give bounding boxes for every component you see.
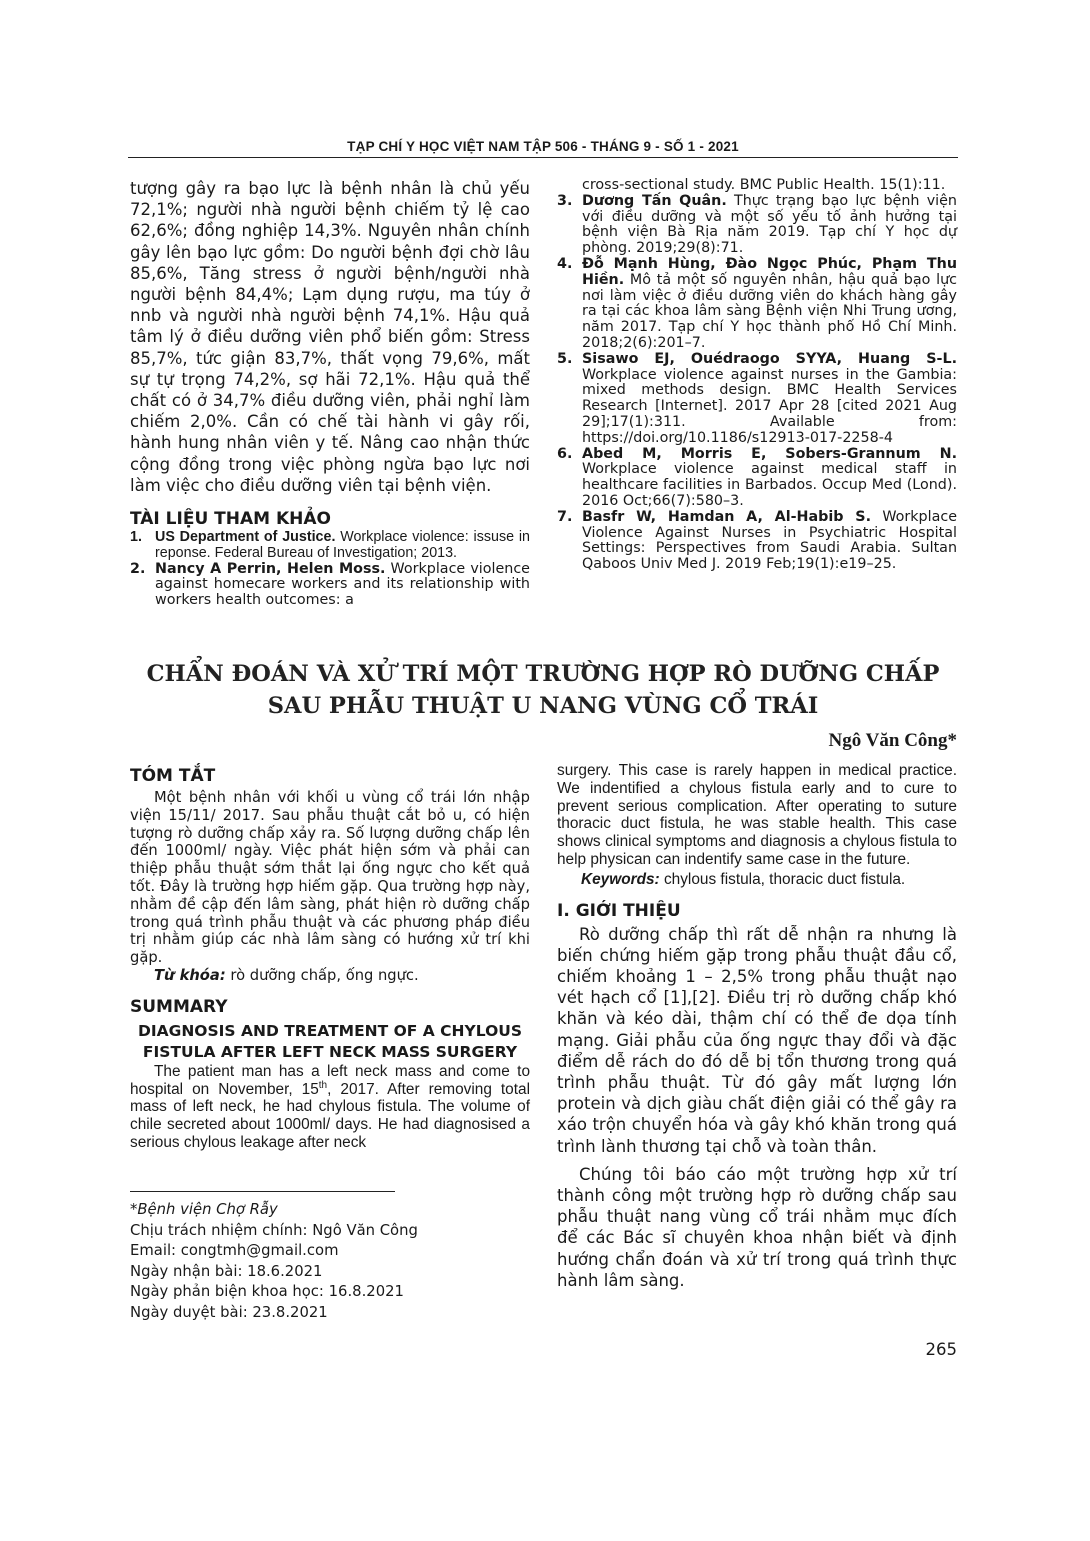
- running-header: TẠP CHÍ Y HỌC VIỆT NAM TẬP 506 - THÁNG 9 - SỐ 1 - 2021: [347, 139, 739, 154]
- reference-item: 2. Nancy A Perrin, Helen Moss. Workplace violence against homecare workers and its relationship with workers health outcomes: a: [130, 560, 530, 609]
- summary-body-part-1: The patient man has a left neck mass and come to hospital on November, 15th, 2017. After removing total mass of left neck, he had chylous fistula. The volume of chile secreted about 1000ml/ days. He had diagnosised a serious chylous leakage after neck: [130, 1062, 531, 1151]
- prev-article-left-column: [130, 178, 530, 609]
- reference-item: 7. Basfr W, Hamdan A, Al-Habib S. Workplace Violence Against Nurses in Psychiatric Hospital Settings: Perspectives from Saudi Arabia. Sultan Qaboos Univ Med J. 2019 Feb;19(1):e19–25.: [557, 508, 957, 573]
- intro-paragraph-2: Chúng tôi báo cáo một trường hợp xử trí thành công một trường hợp rò dưỡng chấp sau phẫu thuật nang vùng cổ trái nhằm mục đích để các Bác sĩ chuyên khoa nhận biết và định hướng chẩn đoán và xử trí trong quá trình thực hành lâm sàng.: [557, 1164, 957, 1290]
- keywords-vi: Từ khóa: rò dưỡng chấp, ống ngực.: [154, 966, 419, 984]
- footnote-rule: [130, 1191, 395, 1192]
- reference-item-continuation: cross-sectional study. BMC Public Health. 15(1):11.: [582, 177, 946, 193]
- reference-item: 1. US Department of Justice. Workplace violence: issuse in reponse. Federal Bureau of Investigation; 2013.: [130, 529, 530, 561]
- footnotes: [130, 1200, 530, 1323]
- article-left-column: [130, 766, 530, 1152]
- article-author: Ngô Văn Công*: [828, 730, 957, 751]
- reference-item: 3. Dương Tấn Quân. Thực trạng bạo lực bệnh viện với điều dưỡng và một số yếu tố ảnh hưởng tại bệnh viện Bà Rịa năm 2019. Tạp chí Y học dự phòng. 2019;29(8):71.: [557, 192, 957, 257]
- references-list-right: [557, 178, 957, 573]
- reference-item: 5. Sisawo EJ, Ouédraogo SYYA, Huang S-L. Workplace violence against nurses in the Gambia: mixed methods design. BMC Health Services Research [Internet]. 2017 Apr 28 [cited 2021 Aug 29];17(1):311. Available from: https://doi.org/10.1186/s12913-017-2258-4: [557, 350, 957, 446]
- abstract-heading-vi: TÓM TẮT: [130, 766, 216, 786]
- prev-article-conclusion: tượng gây ra bạo lực là bệnh nhân là chủ yếu 72,1%; người nhà người bệnh chiếm tỷ lệ cao 62,6%; đồng nghiệp 14,3%. Nguyên nhân chính gây lên bạo lực gồm: Do người bệnh đợi chờ lâu 85,6%, Tăng stress ở người bệnh/người nhà người bệnh 84,4%; Lạm dụng rượu, ma túy ở nnb và người nhà người bệnh 74,1%. Hậu quả tâm lý ở điều dưỡng viên phổ biến gồm: Stress 85,7%, tức giận 83,7%, thất vọng 79,6%, mất sự tự trọng 74,2%, sợ hãi 72,1%. Hậu quả thể chất có ở 34,7% điều dưỡng viên, phải nghỉ làm chiếm 2,0%. Cần có chế tài hành vi gây rối, hành hung nhân viên y tế. Nâng cao nhận thức cộng đồng trong việc phòng ngừa bạo lực nơi làm việc cho điều dưỡng viên tại bệnh viện.: [130, 179, 530, 495]
- reference-item: 6. Abed M, Morris E, Sobers-Grannum N. Workplace violence against medical staff in healthcare facilities in Barbados. Occup Med (Lond). 2016 Oct;66(7):580–3.: [557, 445, 957, 509]
- abstract-body-vi: Một bệnh nhân với khối u vùng cổ trái lớn nhập viện 15/11/ 2017. Sau phẫu thuật cắt bỏ u, có hiện tượng rò dưỡng chấp xảy ra. Số lượng dưỡng chấp lên đến 1000ml/ ngày. Việc phát hiện sớm và phải can thiệp phẫu thuật sớm thắt lại ống ngực cho kết quả tốt. Đây là trường hợp hiếm gặp. Qua trường hợp này, nhằm đề cập đến lâm sàng, phát hiện rò dưỡng chấp trong quá trình phẫu thuật và các phương pháp điều trị nhằm giúp các nhà lâm sàng có hướng xử trí khi gặp.: [130, 789, 530, 967]
- article-title-line-1: CHẨN ĐOÁN VÀ XỬ TRÍ MỘT TRƯỜNG HỢP RÒ DƯỠNG CHẤP: [146, 661, 940, 687]
- summary-heading: SUMMARY: [130, 996, 228, 1017]
- footnote-accepted: Ngày duyệt bài: 23.8.2021: [130, 1303, 328, 1321]
- references-heading: TÀI LIỆU THAM KHẢO: [130, 509, 331, 530]
- article-title-line-2: SAU PHẪU THUẬT U NANG VÙNG CỔ TRÁI: [267, 693, 819, 719]
- header-rule: [128, 157, 958, 158]
- footnote-email: Email: congtmh@gmail.com: [130, 1242, 339, 1259]
- footnote-reviewed: Ngày phản biện khoa học: 16.8.2021: [130, 1283, 404, 1300]
- footnote-received: Ngày nhận bài: 18.6.2021: [130, 1262, 323, 1280]
- footnote-responsible: Chịu trách nhiệm chính: Ngô Văn Công: [130, 1221, 418, 1239]
- footnote-affiliation: *Bệnh viện Chợ Rẫy: [130, 1201, 278, 1218]
- references-list-left: [130, 530, 530, 609]
- intro-heading: I. GIỚI THIỆU: [557, 900, 681, 921]
- reference-item: 4. Đỗ Mạnh Hùng, Đào Ngọc Phúc, Phạm Thu Hiền. Mô tả một số nguyên nhân, hậu quả bạo lực nơi làm việc ở điều dưỡng viên do khách hàng gây ra tại các khoa lâm sàng Bệnh viện Nhi Trung ương, năm 2017. Tạp chí Y học thành phố Hồ Chí Minh. 2018;2(6):201–7.: [557, 255, 957, 351]
- summary-title: DIAGNOSIS AND TREATMENT OF A CHYLOUS FISTULA AFTER LEFT NECK MASS SURGERY: [137, 1021, 522, 1061]
- keywords-en: Keywords: chylous fistula, thoracic duct fistula.: [581, 870, 906, 888]
- prev-article-right-column: [557, 178, 957, 573]
- article-right-column: [557, 762, 957, 1291]
- summary-body-part-2: surgery. This case is rarely happen in medical practice. We indentified a chylous fistula early and to cure to prevent serious complication. After operating to suture thoracic duct fistula, he was stable health. This case shows clinical symptoms and diagnosis a chylous fistula to help physican can indentify same case in the future.: [557, 762, 957, 868]
- page-number: 265: [925, 1340, 957, 1359]
- intro-paragraph-1: Rò dưỡng chấp thì rất dễ nhận ra nhưng là biến chứng hiếm gặp trong phẫu thuật đầu cổ, chiếm khoảng 1 – 2,5% trong phẫu thuật nạo vét hạch cổ [1],[2]. Điều trị rò dưỡng chấp khó khăn và kéo dài, thậm chí có thể đe dọa tính mạng. Giải phẫu của ống ngực thay đổi và đặc điểm dễ rách do đó dễ bị tổn thương trong quá trình phẫu thuật. Từ đó gây mất lượng lớn protein và dịch giàu chất điện giải có thể gây ra xáo trộn chuyển hóa và gây khó khăn trong quá trình lành thương tại chỗ và toàn thân.: [557, 924, 957, 1156]
